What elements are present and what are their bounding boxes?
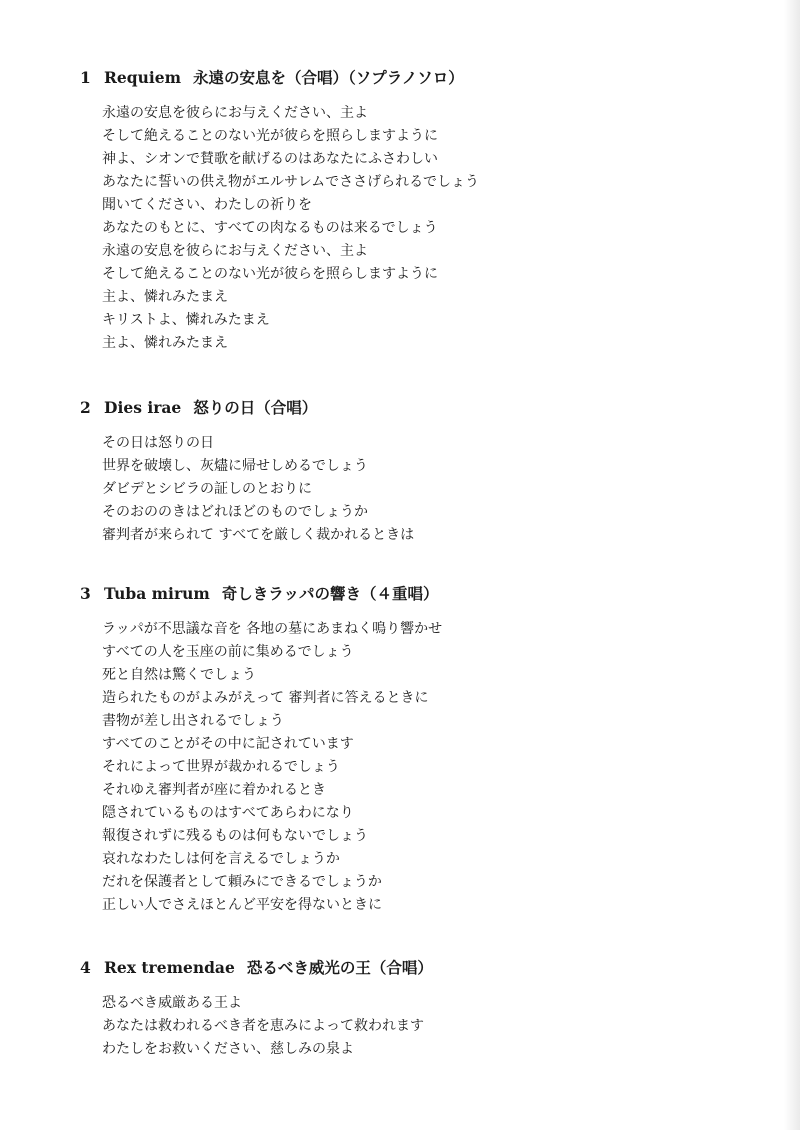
- section-heading: [80, 396, 740, 420]
- lyric-line: そのおののきはどれほどのものでしょうか: [102, 504, 368, 520]
- lyric-line: あなたは救われるべき者を恵みによって救われます: [102, 1018, 424, 1034]
- lyric-line: 神よ、シオンで賛歌を献げるのはあなたにふさわしい: [102, 151, 438, 167]
- section-latin-title: Dies irae: [104, 398, 182, 417]
- section-number: 3: [80, 584, 91, 603]
- lyric-line: 審判者が来られて すべてを厳しく裁かれるときは: [102, 527, 415, 543]
- lyrics-block: [80, 432, 740, 547]
- section-number: 1: [80, 68, 91, 87]
- lyric-line: そして絶えることのない光が彼らを照らしますように: [102, 128, 438, 144]
- section-japanese-title: 永遠の安息を（合唱）（ソプラノソロ）: [193, 68, 464, 87]
- section-latin-title: Requiem: [104, 68, 182, 87]
- section-latin-title: Tuba mirum: [104, 584, 210, 603]
- lyric-line: そして絶えることのない光が彼らを照らしますように: [102, 266, 438, 282]
- section-number: 2: [80, 398, 91, 417]
- lyric-line: 主よ、憐れみたまえ: [102, 335, 228, 351]
- lyric-line: 哀れなわたしは何を言えるでしょうか: [102, 851, 340, 867]
- lyric-line: だれを保護者として頼みにできるでしょうか: [102, 874, 382, 890]
- lyric-line: 永遠の安息を彼らにお与えください、主よ: [102, 243, 368, 259]
- lyric-line: 恐るべき威厳ある王よ: [102, 995, 242, 1011]
- lyric-line: あなたに誓いの供え物がエルサレムでささげられるでしょう: [102, 174, 480, 190]
- section-requiem: [80, 66, 740, 355]
- lyric-line: 死と自然は驚くでしょう: [102, 667, 256, 683]
- lyric-line: それによって世界が裁かれるでしょう: [102, 759, 340, 775]
- lyric-line: 永遠の安息を彼らにお与えください、主よ: [102, 105, 368, 121]
- lyric-line: 隠されているものはすべてあらわになり: [102, 805, 354, 821]
- lyric-line: 造られたものがよみがえって 審判者に答えるときに: [102, 690, 429, 706]
- section-japanese-title: 恐るべき威光の王（合唱）: [246, 958, 433, 977]
- lyric-line: 正しい人でさえほとんど平安を得ないときに: [102, 897, 382, 913]
- lyric-line: 書物が差し出されるでしょう: [102, 713, 284, 729]
- lyric-line: 報復されずに残るものは何もないでしょう: [102, 828, 368, 844]
- lyric-line: キリストよ、憐れみたまえ: [102, 312, 270, 328]
- section-tuba-mirum: [80, 582, 740, 917]
- lyric-line: すべてのことがその中に記されています: [102, 736, 354, 752]
- lyric-line: それゆえ審判者が座に着かれるとき: [102, 782, 326, 798]
- section-heading: [80, 582, 740, 606]
- lyric-line: わたしをお救いください、慈しみの泉よ: [102, 1041, 354, 1057]
- section-rex-tremendae: [80, 956, 740, 1061]
- lyric-line: あなたのもとに、すべての肉なるものは来るでしょう: [102, 220, 438, 236]
- section-heading: [80, 66, 740, 90]
- section-dies-irae: [80, 396, 740, 547]
- lyrics-block: [80, 992, 740, 1061]
- section-number: 4: [80, 958, 91, 977]
- lyrics-block: [80, 102, 740, 355]
- lyric-line: 主よ、憐れみたまえ: [102, 289, 228, 305]
- lyric-line: その日は怒りの日: [102, 435, 214, 451]
- lyric-line: すべての人を玉座の前に集めるでしょう: [102, 644, 354, 660]
- section-japanese-title: 怒りの日（合唱）: [193, 398, 318, 417]
- lyric-line: 聞いてください、わたしの祈りを: [102, 197, 312, 213]
- lyrics-block: [80, 618, 740, 917]
- lyric-line: 世界を破壊し、灰燼に帰せしめるでしょう: [102, 458, 368, 474]
- section-latin-title: Rex tremendae: [104, 958, 235, 977]
- section-japanese-title: 奇しきラッパの響き（４重唱）: [221, 584, 439, 603]
- page-edge-shadow: [784, 0, 800, 1130]
- lyric-line: ラッパが不思議な音を 各地の墓にあまねく鳴り響かせ: [102, 621, 443, 637]
- section-heading: [80, 956, 740, 980]
- lyric-line: ダビデとシビラの証しのとおりに: [102, 481, 312, 497]
